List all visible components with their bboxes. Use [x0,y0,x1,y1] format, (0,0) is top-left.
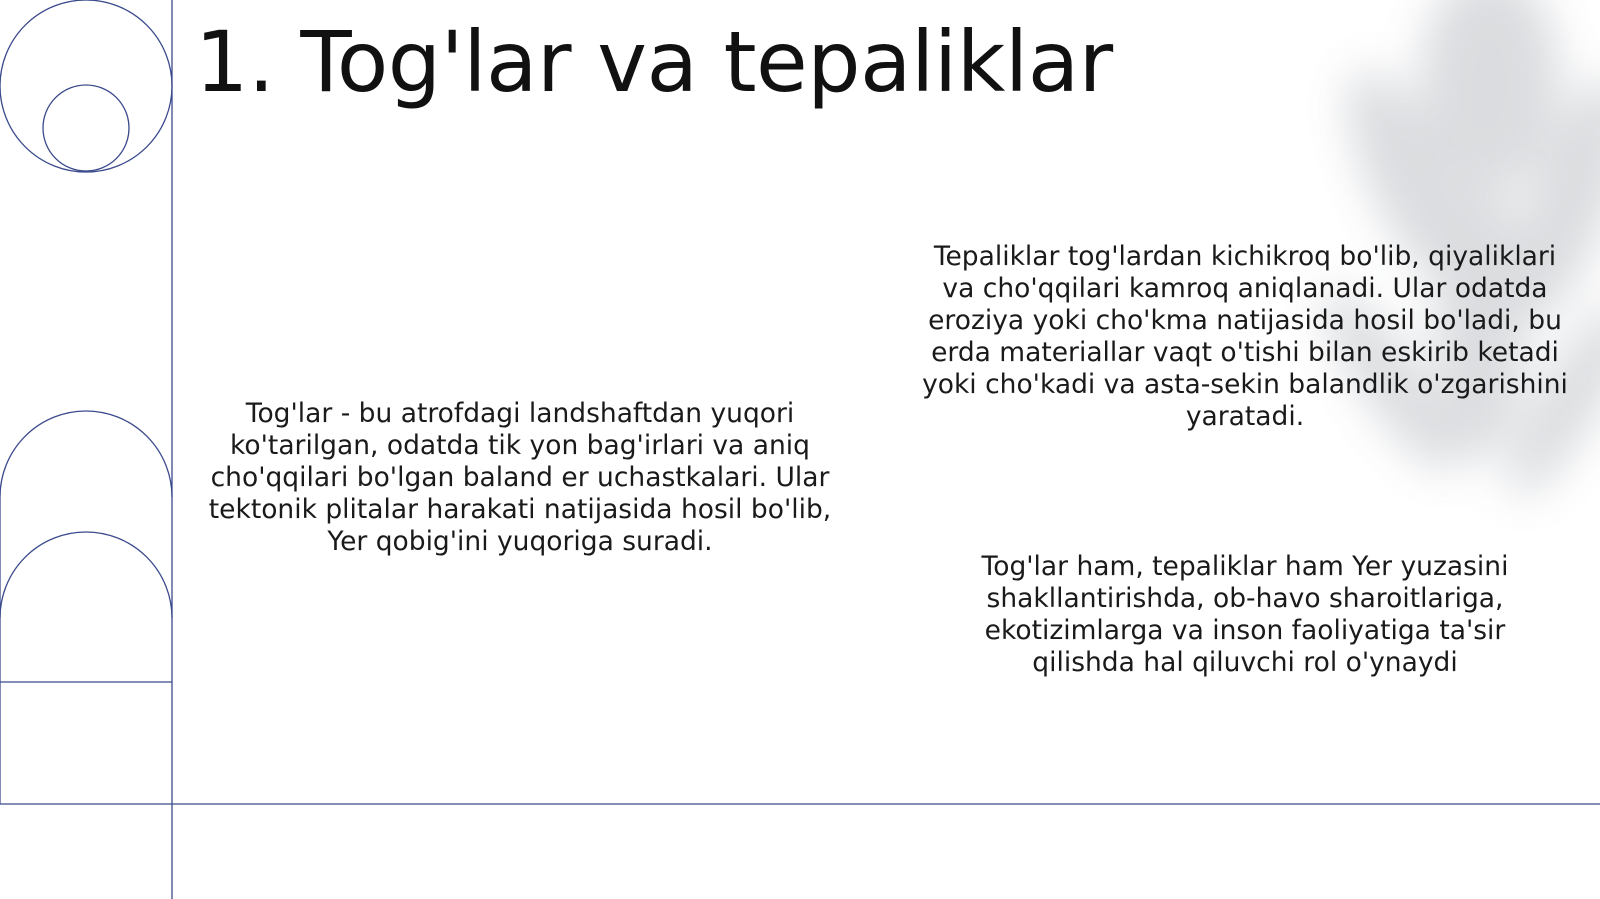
mountains-paragraph: Tog'lar - bu atrofdagi landshaftdan yuqori ko'tarilgan, odatda tik yon bag'irlari va aniq cho'qqilari bo'lgan baland er uchastkalari. Ular tektonik plitalar harakati natijasida hosil bo'lib, Yer qobig'ini yuqoriga suradi. [208,398,832,557]
hills-paragraph: Tepaliklar tog'lardan kichikroq bo'lib, qiyaliklari va cho'qqilari kamroq aniqlanadi. Ular odatda eroziya yoki cho'kma natijasida hosil bo'ladi, bu erda materiallar vaqt o'tishi bilan eskirib ketadi yoki cho'kadi va asta-sekin balandlik o'zgarishini yaratadi. [922,241,1568,432]
slide-title: 1. Tog'lar va tepaliklar [195,13,1113,111]
role-paragraph: Tog'lar ham, tepaliklar ham Yer yuzasini shakllantirishda, ob-havo sharoitlariga, ekotizimlarga va inson faoliyatiga ta'sir qilishda hal qiluvchi rol o'ynaydi [981,551,1509,678]
